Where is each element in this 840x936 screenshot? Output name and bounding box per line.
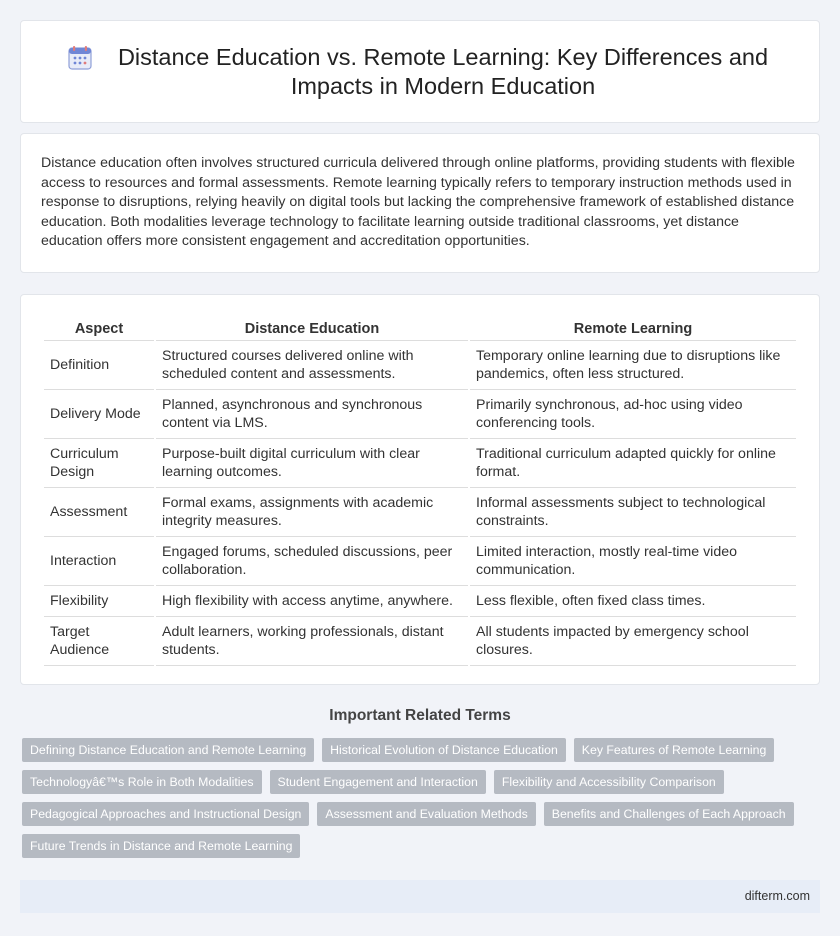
row-aspect: Curriculum Design bbox=[44, 439, 154, 488]
table-row bbox=[44, 537, 796, 586]
table-row bbox=[44, 341, 796, 390]
related-term-tag[interactable]: Student Engagement and Interaction bbox=[270, 770, 486, 794]
row-aspect: Target Audience bbox=[44, 617, 154, 666]
table-row bbox=[44, 586, 796, 617]
row-aspect: Interaction bbox=[44, 537, 154, 586]
row-remote-value: Limited interaction, mostly real-time video communication. bbox=[470, 537, 796, 586]
row-remote-value: Less flexible, often fixed class times. bbox=[470, 586, 796, 617]
header-card bbox=[20, 20, 820, 123]
row-remote-value: Primarily synchronous, ad-hoc using video conferencing tools. bbox=[470, 390, 796, 439]
header-distance-education: Distance Education bbox=[156, 314, 468, 341]
row-aspect: Definition bbox=[44, 341, 154, 390]
row-distance-value: Structured courses delivered online with scheduled content and assessments. bbox=[156, 341, 468, 390]
table-row bbox=[44, 390, 796, 439]
intro-paragraph: Distance education often involves structured curricula delivered through online platforms, providing students with flexible access to resources and formal assessments. Remote learning typically refers to temporary instruction methods used in response to disruptions, relying heavily on digital tools but lacking the comprehensive framework of established distance education. Both modalities leverage technology to facilitate learning outside traditional classrooms, yet distance education offers more consistent engagement and accreditation opportunities. bbox=[41, 155, 795, 250]
row-aspect: Flexibility bbox=[44, 586, 154, 617]
row-distance-value: Adult learners, working professionals, distant students. bbox=[156, 617, 468, 666]
row-remote-value: Traditional curriculum adapted quickly for online format. bbox=[470, 439, 796, 488]
row-remote-value: Temporary online learning due to disruptions like pandemics, often less structured. bbox=[470, 341, 796, 390]
row-distance-value: Formal exams, assignments with academic integrity measures. bbox=[156, 488, 468, 537]
header-remote-learning: Remote Learning bbox=[470, 314, 796, 341]
related-term-tag[interactable]: Benefits and Challenges of Each Approach bbox=[544, 802, 794, 826]
table-header-row bbox=[44, 314, 796, 341]
footer bbox=[20, 880, 820, 913]
related-term-tag[interactable]: Flexibility and Accessibility Comparison bbox=[494, 770, 724, 794]
related-terms-title: Important Related Terms bbox=[329, 707, 511, 724]
related-term-tag[interactable]: Defining Distance Education and Remote Learning bbox=[22, 738, 314, 762]
row-remote-value: All students impacted by emergency school closures. bbox=[470, 617, 796, 666]
row-distance-value: Planned, asynchronous and synchronous content via LMS. bbox=[156, 390, 468, 439]
row-aspect: Delivery Mode bbox=[44, 390, 154, 439]
related-terms-list bbox=[22, 738, 820, 866]
row-aspect: Assessment bbox=[44, 488, 154, 537]
intro-card bbox=[20, 133, 820, 273]
related-term-tag[interactable]: Technologyâ€™s Role in Both Modalities bbox=[22, 770, 262, 794]
related-term-tag[interactable]: Assessment and Evaluation Methods bbox=[317, 802, 535, 826]
related-term-tag[interactable]: Future Trends in Distance and Remote Learning bbox=[22, 834, 300, 858]
row-remote-value: Informal assessments subject to technological constraints. bbox=[470, 488, 796, 537]
table-row bbox=[44, 439, 796, 488]
page-title: Distance Education vs. Remote Learning: Key Differences and Impacts in Modern Education bbox=[117, 43, 769, 99]
related-term-tag[interactable]: Historical Evolution of Distance Education bbox=[322, 738, 566, 762]
related-term-tag[interactable]: Key Features of Remote Learning bbox=[574, 738, 775, 762]
header-inner bbox=[67, 43, 773, 101]
comparison-table-card bbox=[20, 294, 820, 685]
footer-site-link[interactable]: difterm.com bbox=[744, 889, 810, 903]
calendar-icon bbox=[67, 45, 93, 71]
row-distance-value: High flexibility with access anytime, anywhere. bbox=[156, 586, 468, 617]
table-row bbox=[44, 617, 796, 666]
comparison-table bbox=[42, 314, 798, 666]
row-distance-value: Purpose-built digital curriculum with clear learning outcomes. bbox=[156, 439, 468, 488]
header-aspect: Aspect bbox=[44, 314, 154, 341]
related-term-tag[interactable]: Pedagogical Approaches and Instructional Design bbox=[22, 802, 309, 826]
row-distance-value: Engaged forums, scheduled discussions, peer collaboration. bbox=[156, 537, 468, 586]
table-row bbox=[44, 488, 796, 537]
